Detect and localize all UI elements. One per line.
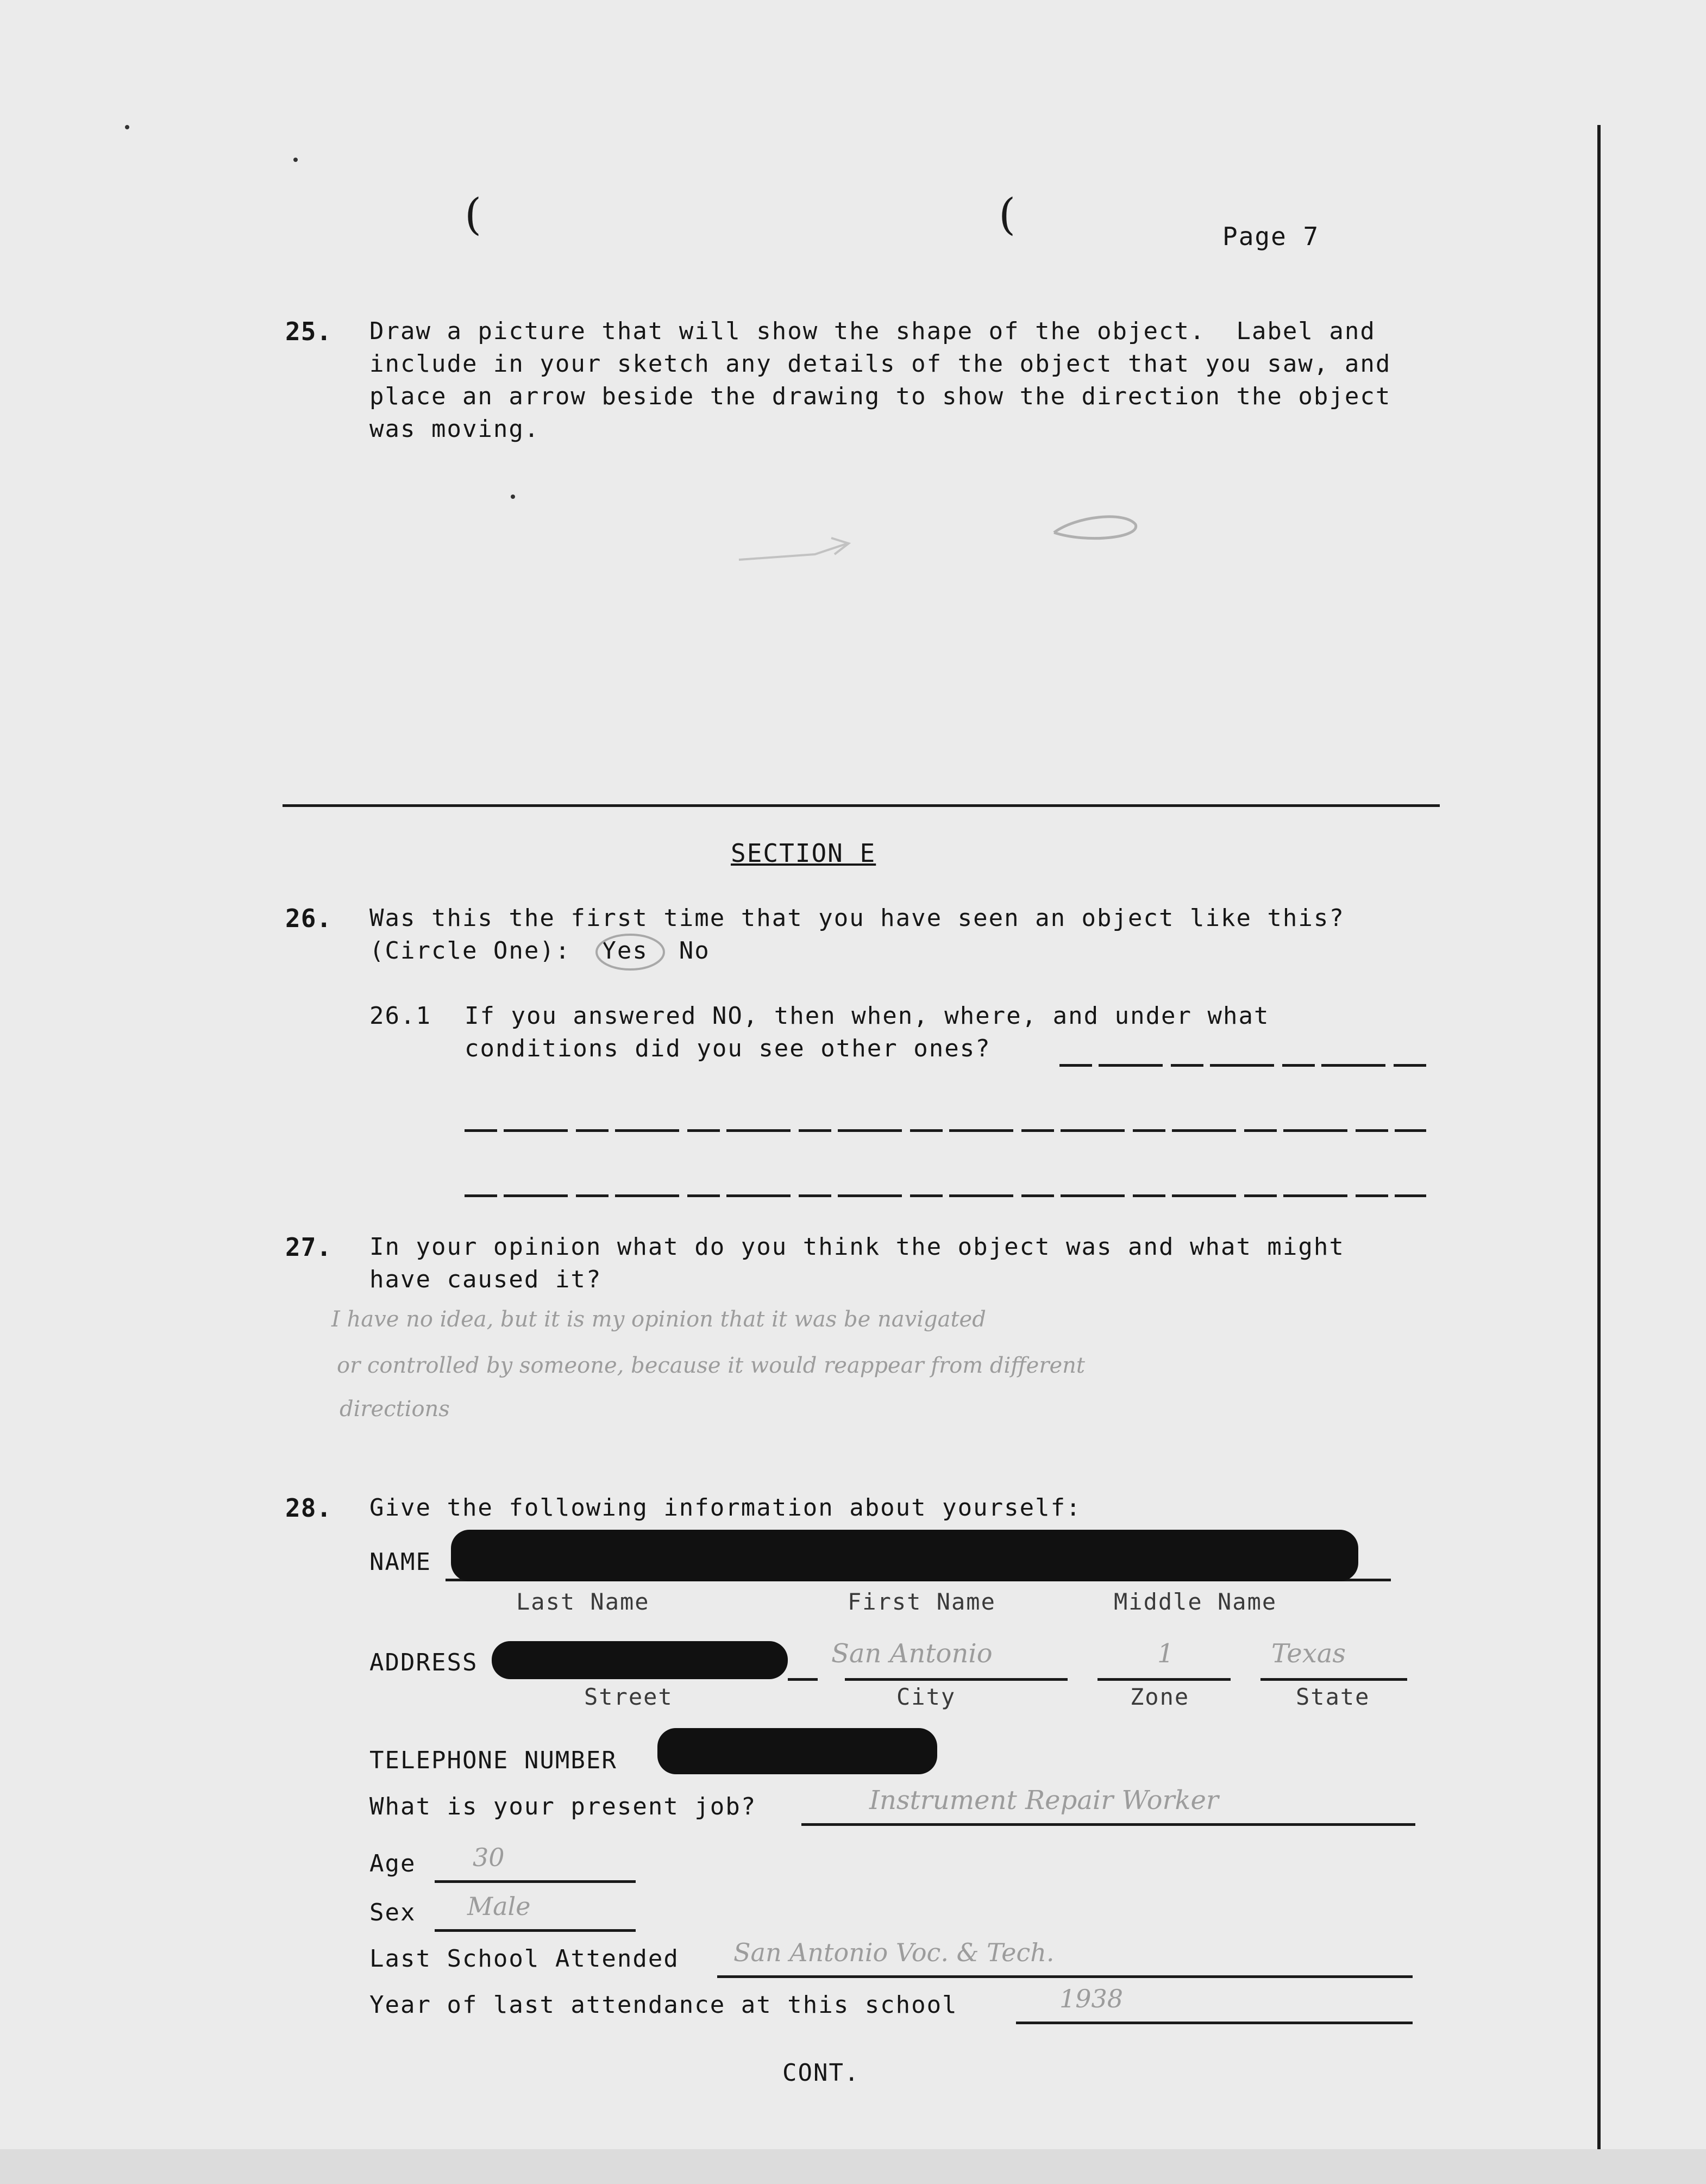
age-label: Age (369, 1850, 416, 1878)
job-label: What is your present job? (369, 1793, 757, 1820)
address-line (1097, 1678, 1231, 1681)
page-number: Page 7 (1222, 222, 1320, 251)
handwritten-answer: directions (340, 1397, 450, 1422)
question-25-line: include in your sketch any details of the object that you saw, and (369, 350, 1391, 378)
sex-line (435, 1929, 636, 1932)
school-value: San Antonio Voc. & Tech. (733, 1938, 1055, 1967)
handwritten-answer: I have no idea, but it is my opinion that it was be navigated (331, 1307, 986, 1332)
redaction-bar (451, 1530, 1358, 1581)
address-label: ADDRESS (369, 1649, 478, 1676)
year-value: 1938 (1059, 1984, 1124, 2013)
faint-sketch (706, 500, 1152, 587)
question-28-number: 28. (285, 1493, 333, 1523)
question-25-line: Draw a picture that will show the shape of the object. Label and (369, 317, 1376, 345)
question-26-choices: (Circle One): Yes No (369, 937, 710, 965)
sex-value: Male (467, 1892, 531, 1921)
address-state-value: Texas (1271, 1638, 1346, 1669)
answer-line (1059, 1064, 1426, 1067)
telephone-label: TELEPHONE NUMBER (369, 1747, 617, 1774)
question-25-line: was moving. (369, 415, 540, 443)
job-value: Instrument Repair Worker (869, 1785, 1219, 1816)
sex-label: Sex (369, 1899, 416, 1926)
question-27-text: have caused it? (369, 1266, 602, 1293)
name-label: NAME (369, 1548, 431, 1576)
address-zone-value: 1 (1157, 1638, 1174, 1669)
continued-note: CONT. (782, 2059, 860, 2087)
address-sublabel: State (1296, 1684, 1370, 1710)
age-value: 30 (473, 1843, 505, 1872)
address-line (845, 1678, 1068, 1681)
year-line (1016, 2022, 1413, 2024)
year-label: Year of last attendance at this school (369, 1991, 958, 2019)
question-26-number: 26. (285, 904, 333, 933)
question-25-line: place an arrow beside the drawing to show the direction the object (369, 383, 1391, 410)
address-sublabel: Street (584, 1684, 673, 1710)
name-sublabel: First Name (848, 1588, 996, 1615)
redaction-bar (492, 1641, 788, 1679)
address-sublabel: City (896, 1684, 956, 1710)
question-28-text: Give the following information about yourself: (369, 1494, 1082, 1522)
name-sublabel: Last Name (516, 1588, 650, 1615)
answer-line (465, 1194, 1426, 1197)
hole-punch-mark: ( (465, 189, 482, 240)
address-line (1260, 1678, 1407, 1681)
job-line (801, 1823, 1415, 1826)
age-line (435, 1880, 636, 1883)
question-25-number: 25. (285, 317, 333, 346)
question-26-text: Was this the first time that you have seen an object like this? (369, 904, 1345, 932)
hole-punch-mark: ( (999, 189, 1016, 240)
address-line (788, 1678, 818, 1681)
page-edge-line (1597, 125, 1601, 2157)
scan-speck (511, 495, 515, 499)
answer-line (465, 1129, 1426, 1132)
question-26-1-text: If you answered NO, then when, where, and under what (465, 1002, 1270, 1030)
redaction-bar (657, 1728, 937, 1774)
question-26-1-number: 26.1 (369, 1002, 431, 1030)
address-city-value: San Antonio (831, 1638, 993, 1669)
question-27-number: 27. (285, 1232, 333, 1262)
name-sublabel: Middle Name (1114, 1588, 1277, 1615)
question-27-text: In your opinion what do you think the object was and what might (369, 1233, 1345, 1261)
school-label: Last School Attended (369, 1945, 679, 1973)
question-26-1-text: conditions did you see other ones? (465, 1035, 991, 1062)
handwritten-answer: or controlled by someone, because it would reappear from different (337, 1353, 1085, 1378)
circled-answer-mark (592, 930, 668, 974)
scan-speck (125, 125, 129, 129)
section-divider (283, 804, 1440, 807)
scan-bottom-edge (0, 2149, 1706, 2184)
section-title: SECTION E (731, 838, 876, 868)
school-line (717, 1975, 1413, 1978)
address-sublabel: Zone (1130, 1684, 1190, 1710)
scan-speck (293, 158, 298, 162)
